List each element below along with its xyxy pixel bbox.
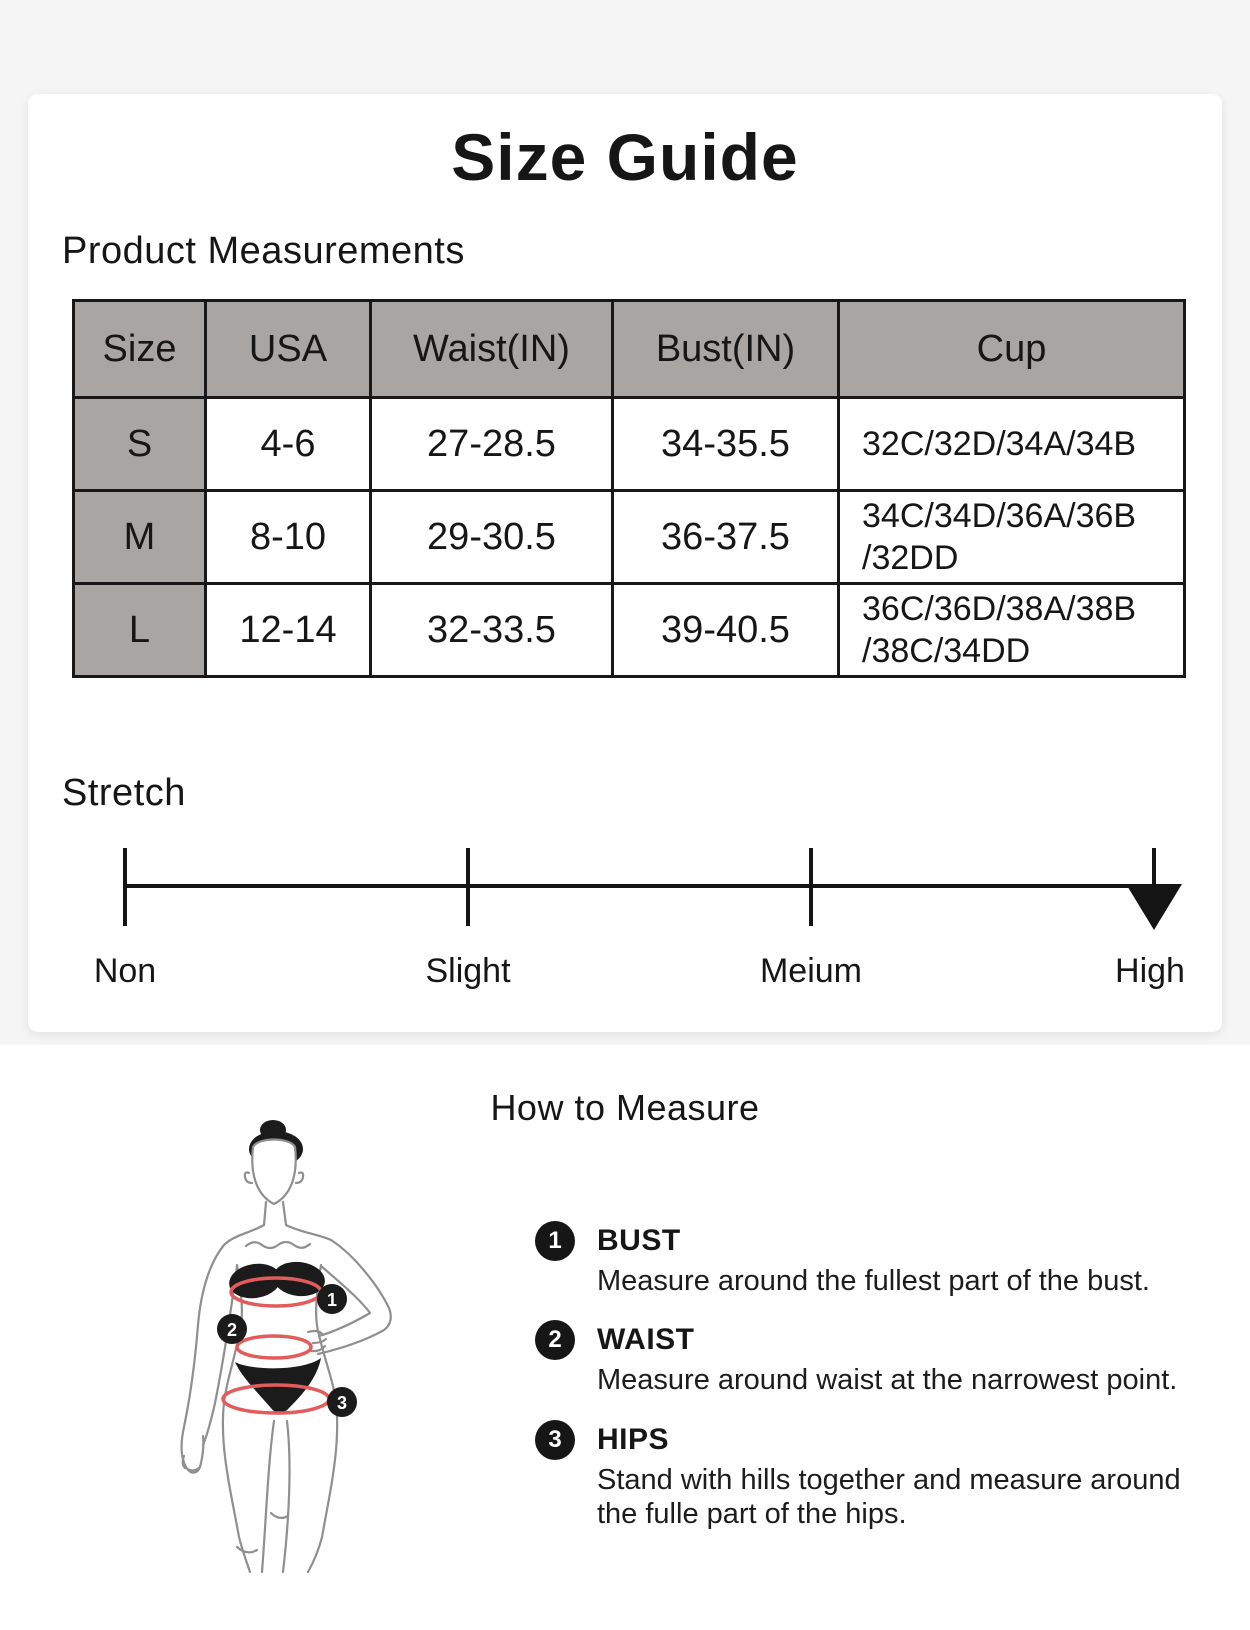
stretch-track <box>123 884 1158 888</box>
step-description: Measure around the fullest part of the bust. <box>597 1265 1150 1297</box>
cup-line: 36C/36D/38A/38B <box>862 590 1137 628</box>
step-description: the fulle part of the hips. <box>597 1498 907 1530</box>
right-ear <box>296 1173 303 1184</box>
col-header-bust: Bust(IN) <box>613 301 839 398</box>
how-to-measure-section <box>0 1045 1250 1625</box>
cell-waist: 29-30.5 <box>371 491 613 584</box>
step-number-badge: 2 <box>535 1320 575 1360</box>
stretch-label-non: Non <box>93 952 157 990</box>
cup-line: 34C/34D/36A/36B <box>862 497 1137 535</box>
table-row <box>74 584 1185 677</box>
product-measurements-heading: Product Measurements <box>62 230 465 272</box>
list-item <box>535 1320 1177 1397</box>
cell-waist: 32-33.5 <box>371 584 613 677</box>
list-item <box>535 1420 1181 1531</box>
stretch-tick-meium <box>809 848 813 926</box>
col-header-size: Size <box>74 301 206 398</box>
cell-usa: 12-14 <box>206 584 371 677</box>
cell-bust: 39-40.5 <box>613 584 839 677</box>
step-label-bust: BUST <box>597 1224 681 1257</box>
measurement-figure <box>140 1085 460 1625</box>
cup-line: 32C/32D/34A/34B <box>862 425 1137 463</box>
how-to-measure-heading: How to Measure <box>490 1087 760 1128</box>
svg-text:1: 1 <box>326 1290 338 1310</box>
stretch-tick-slight <box>466 848 470 926</box>
stretch-label-high: High <box>1115 952 1185 990</box>
right-shoulder <box>286 1225 331 1240</box>
left-arm-outer <box>182 1245 224 1473</box>
col-header-usa: USA <box>206 301 371 398</box>
figure-badge-1 <box>317 1284 347 1314</box>
stretch-tick-non <box>123 848 127 926</box>
step-label-hips: HIPS <box>597 1423 670 1456</box>
cell-cup <box>839 398 1185 491</box>
cell-size: S <box>74 398 206 491</box>
body-figure-illustration <box>140 1085 460 1625</box>
cell-usa: 8-10 <box>206 491 371 584</box>
cell-size: M <box>74 491 206 584</box>
collarbone-line <box>246 1242 310 1248</box>
step-description: Stand with hills together and measure around <box>597 1464 1181 1496</box>
left-ear <box>245 1173 252 1184</box>
size-guide-card <box>28 94 1222 1032</box>
table-row <box>74 491 1185 584</box>
list-item <box>535 1221 1150 1298</box>
col-header-cup: Cup <box>839 301 1185 398</box>
right-leg-inner <box>283 1421 290 1572</box>
cup-line: /32DD <box>862 539 959 577</box>
svg-text:3: 3 <box>336 1393 348 1413</box>
cell-waist: 27-28.5 <box>371 398 613 491</box>
figure-badge-2 <box>217 1314 247 1344</box>
svg-text:2: 2 <box>226 1320 238 1340</box>
cell-cup <box>839 584 1185 677</box>
col-header-waist: Waist(IN) <box>371 301 613 398</box>
stretch-heading: Stretch <box>62 772 186 814</box>
knee-creases <box>237 1513 288 1552</box>
figure-badge-3 <box>327 1387 357 1417</box>
cup-line: /38C/34DD <box>862 632 1031 670</box>
right-leg-outer <box>308 1403 337 1572</box>
cell-bust: 36-37.5 <box>613 491 839 584</box>
page-title: Size Guide <box>451 120 799 194</box>
step-number-badge: 1 <box>535 1221 575 1261</box>
stretch-tick-high <box>1152 848 1156 926</box>
size-table <box>72 299 1186 678</box>
table-row <box>74 398 1185 491</box>
neck-lines <box>264 1202 286 1225</box>
cell-usa: 4-6 <box>206 398 371 491</box>
table-header-row <box>74 301 1185 398</box>
cell-bust: 34-35.5 <box>613 398 839 491</box>
stretch-label-slight: Slight <box>425 952 511 990</box>
step-label-waist: WAIST <box>597 1323 695 1356</box>
left-leg-inner <box>262 1421 274 1572</box>
step-number-badge: 3 <box>535 1420 575 1460</box>
cell-cup <box>839 491 1185 584</box>
face-outline <box>252 1140 295 1205</box>
stretch-marker-triangle-icon <box>1126 884 1182 930</box>
step-description: Measure around waist at the narrowest point. <box>597 1364 1178 1396</box>
stretch-label-meium: Meium <box>759 952 863 990</box>
cell-size: L <box>74 584 206 677</box>
waist-measure-circle <box>237 1336 311 1358</box>
